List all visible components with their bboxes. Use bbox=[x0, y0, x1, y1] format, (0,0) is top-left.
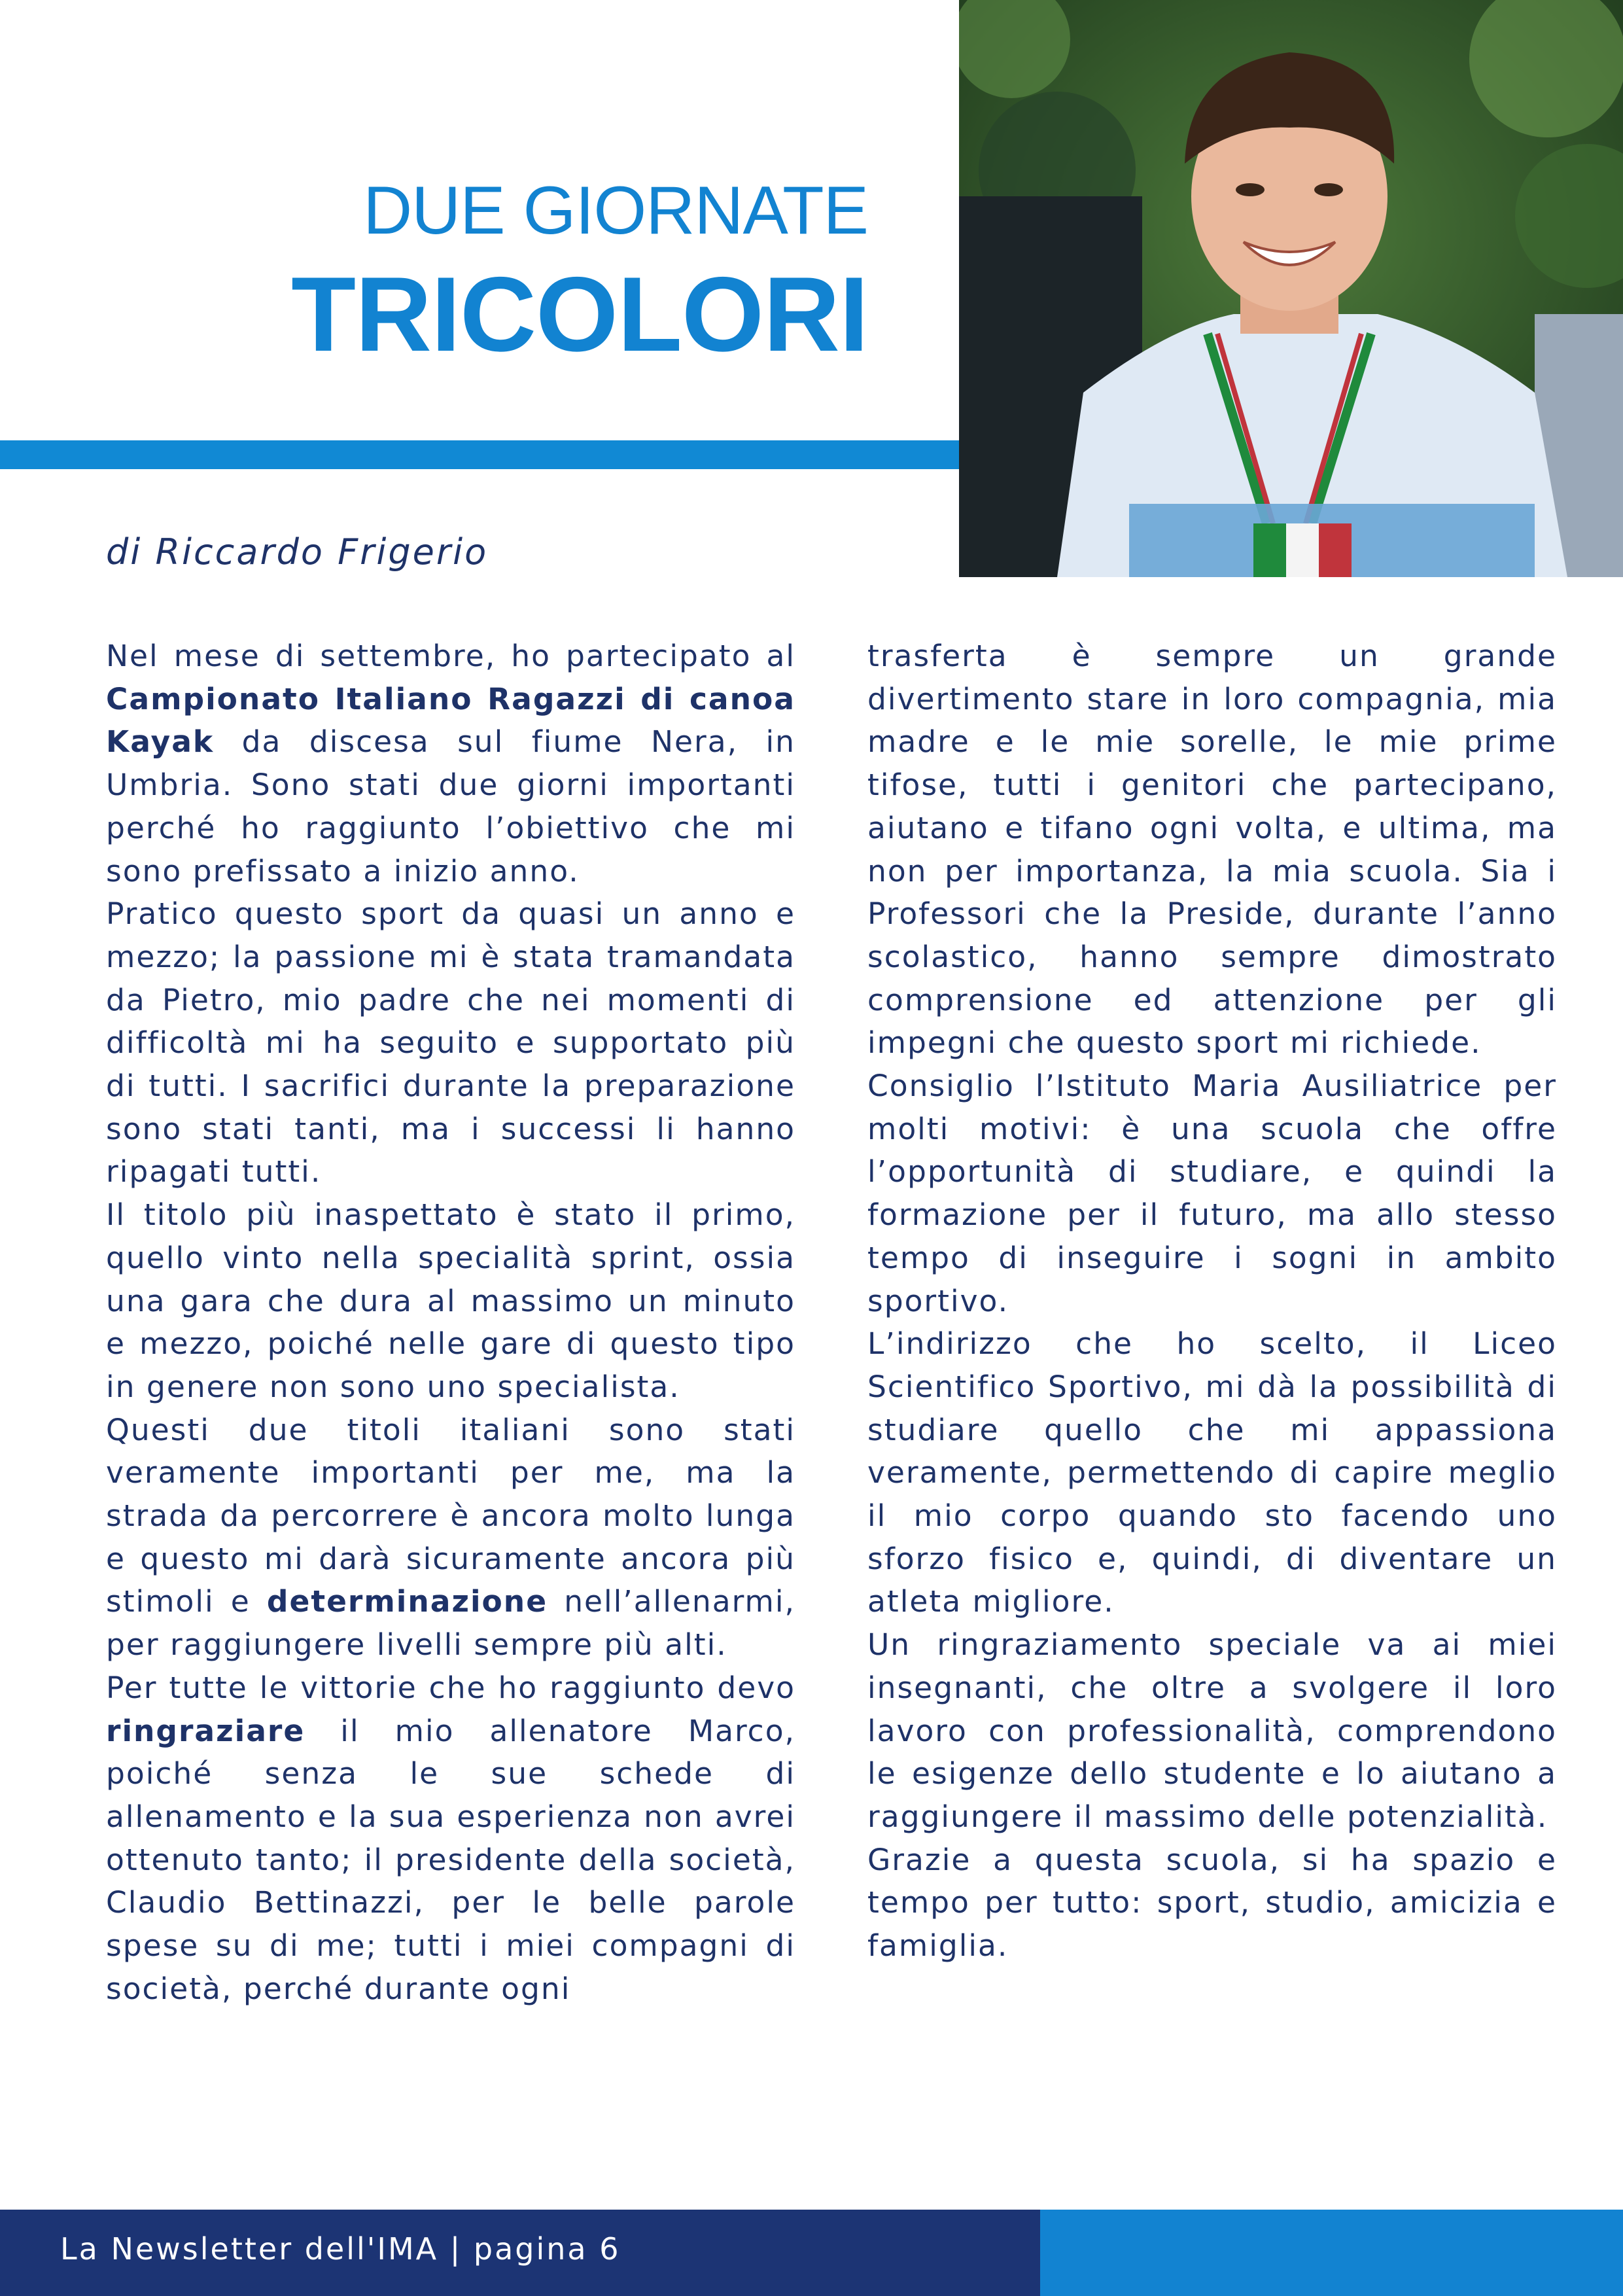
paragraph: Il titolo più inaspettato è stato il primo, quello vinto nella specialità sprint, ossia una gara che dura al massimo un minuto e mezzo, poiché nelle gare di questo tipo in genere non sono uno specialista. bbox=[106, 1197, 795, 1404]
bold-phrase: determinazione bbox=[266, 1584, 548, 1619]
footer-text: La Newsletter dell'IMA | pagina 6 bbox=[60, 2231, 621, 2267]
paragraph: Nel mese di settembre, ho partecipato al Campionato Italiano Ragazzi di canoa Kayak da discesa sul fiume Nera, in Umbria. Sono stati due giorni importanti perché ho raggiunto l’obiettivo che mi sono prefissato a inizio anno. bbox=[106, 639, 795, 889]
bold-phrase: Campionato Italiano Ragazzi di canoa Kayak bbox=[106, 681, 795, 760]
header-accent-bar bbox=[0, 440, 959, 469]
bold-phrase: ringraziare bbox=[106, 1713, 305, 1748]
footer-bar-blue bbox=[1040, 2210, 1623, 2296]
article-column-right bbox=[867, 635, 1557, 1968]
paragraph: Questi due titoli italiani sono stati veramente importanti per me, ma la strada da percorrere è ancora molto lunga e questo mi darà sicuramente ancora più stimoli e determinazione nell’allenarmi, per raggiungere livelli sempre più alti. bbox=[106, 1412, 795, 1663]
article-column-left bbox=[106, 635, 795, 2011]
paragraph: Pratico questo sport da quasi un anno e mezzo; la passione mi è stata tramandata da Pietro, mio padre che nei momenti di difficoltà mi ha seguito e supportato più di tutti. I sacrifici durante la preparazione sono stati tanti, ma i successi li hanno ripagati tutti. bbox=[106, 896, 795, 1190]
paragraph: Un ringraziamento speciale va ai miei insegnanti, che oltre a svolgere il loro lavoro con professionalità, comprendono le esigenze dello studente e lo aiutano a raggiungere il massimo delle potenzialità. bbox=[867, 1627, 1557, 1834]
title-line2: TRICOLORI bbox=[291, 255, 868, 374]
title-line1: DUE GIORNATE bbox=[363, 173, 868, 249]
paragraph: trasferta è sempre un grande divertimento stare in loro compagnia, mia madre e le mie sorelle, le mie prime tifose, tutti i genitori che partecipano, aiutano e tifano ogni volta, e ultima, ma non per importanza, la mia scuola. Sia i Professori che la Preside, durante l’anno scolastico, hanno sempre dimostrato comprensione ed attenzione per gli impegni che questo sport mi richiede. bbox=[867, 639, 1557, 1061]
paragraph: L’indirizzo che ho scelto, il Liceo Scientifico Sportivo, mi dà la possibilità di studiare quello che mi appassiona veramente, permettendo di capire meglio il mio corpo quando sto facendo uno sforzo fisico e, quindi, di diventare un atleta migliore. bbox=[867, 1326, 1557, 1619]
article-author: di Riccardo Frigerio bbox=[106, 531, 489, 573]
paragraph: Per tutte le vittorie che ho raggiunto devo ringraziare il mio allenatore Marco, poiché senza le sue schede di allenamento e la sua esperienza non avrei ottenuto tanto; il presidente della società, Claudio Bettinazzi, per le belle parole spese su di me; tutti i miei compagni di società, perché durante ogni bbox=[106, 1670, 795, 2006]
paragraph: Consiglio l’Istituto Maria Ausiliatrice per molti motivi: è una scuola che offre l’opportunità di studiare, e quindi la formazione per il futuro, ma allo stesso tempo di inseguire i sogni in ambito sportivo. bbox=[867, 1069, 1557, 1318]
paragraph: Grazie a questa scuola, si ha spazio e tempo per tutto: sport, studio, amicizia e famiglia. bbox=[867, 1842, 1557, 1964]
athlete-photo bbox=[959, 0, 1623, 577]
